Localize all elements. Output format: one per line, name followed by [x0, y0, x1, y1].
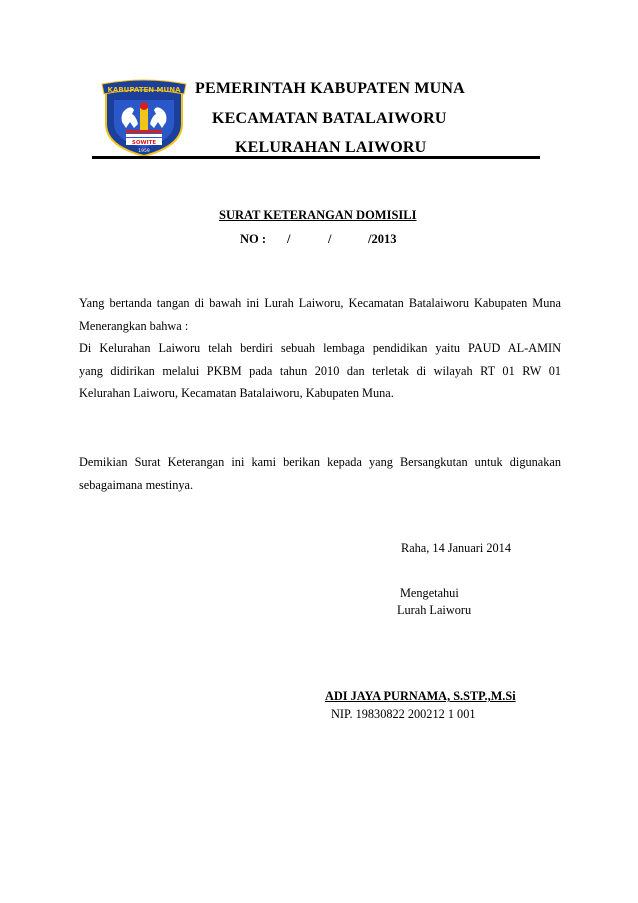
paragraph-line: sebagaimana mestinya. — [79, 477, 194, 492]
place-date: Raha, 14 Januari 2014 — [401, 541, 511, 555]
document-number-year: /2013 — [368, 232, 397, 246]
letterhead-line-3: KELURAHAN LAIWORU — [235, 139, 427, 156]
paragraph-statement — [79, 292, 561, 405]
paragraph-line: Demikian Surat Keterangan ini kami berikan kepada yang Bersangkutan untuk digunakan — [79, 455, 561, 469]
signatory-name: ADI JAYA PURNAMA, S.STP.,M.Si — [325, 689, 516, 703]
paragraph-line: Yang bertanda tangan di bawah ini Lurah Laiworu, Kecamatan Batalaiworu Kabupaten Muna — [79, 296, 561, 310]
logo-banner-text: KABUPATEN MUNA — [107, 86, 181, 94]
acknowledged-label: Mengetahui — [400, 586, 459, 600]
paragraph-line: Kelurahan Laiworu, Kecamatan Batalaiworu, Kabupaten Muna. — [79, 386, 394, 401]
letterhead-divider — [92, 156, 540, 159]
document-number-label: NO : — [240, 232, 267, 246]
letterhead-line-2: KECAMATAN BATALAIWORU — [212, 110, 447, 127]
document-number-slash-2: / — [328, 232, 332, 246]
paragraph-line: Di Kelurahan Laiworu telah berdiri sebuah lembaga pendidikan yaitu PAUD AL-AMIN — [79, 341, 561, 356]
paragraph-line: Menerangkan bahwa : — [79, 318, 189, 333]
logo-year: 1959 — [138, 149, 150, 154]
signatory-position: Lurah Laiworu — [397, 603, 472, 617]
document-title: SURAT KETERANGAN DOMISILI — [219, 208, 417, 222]
signatory-nip: NIP. 19830822 200212 1 001 — [331, 707, 476, 721]
document-number-slash-1: / — [287, 232, 291, 246]
regency-logo — [98, 78, 190, 158]
letterhead-line-1: PEMERINTAH KABUPATEN MUNA — [195, 80, 465, 97]
paragraph-closing — [79, 451, 561, 496]
logo-motto: SOWITE — [131, 140, 157, 146]
paragraph-line: yang didirikan melalui PKBM pada tahun 2010 dan terletak di wilayah RT 01 RW 01 — [79, 363, 561, 378]
